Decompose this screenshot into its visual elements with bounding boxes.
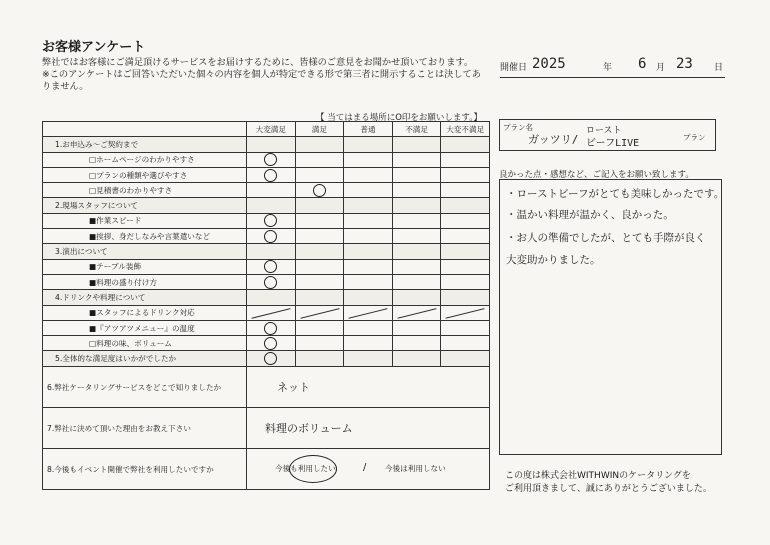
- rating-cell[interactable]: [247, 259, 296, 274]
- header-very-satisfied: 大変満足: [247, 122, 296, 137]
- plan-prefix: ガッツリ/: [528, 133, 579, 146]
- plan-line-1: ロースト: [586, 126, 622, 136]
- row-label: ■料理の盛り付け方: [43, 274, 247, 289]
- rating-cell[interactable]: [295, 290, 344, 305]
- circle-mark-icon: [264, 276, 277, 289]
- rating-cell[interactable]: [247, 305, 296, 320]
- question-row: [43, 167, 490, 182]
- option-will-not-use[interactable]: 今後は利用しない: [385, 464, 446, 473]
- rating-cell[interactable]: [247, 351, 296, 366]
- rating-cell[interactable]: [295, 213, 344, 228]
- rating-cell[interactable]: [441, 167, 490, 182]
- row-label: □ホームページのわかりやすさ: [43, 152, 247, 167]
- rating-cell[interactable]: [295, 183, 344, 198]
- question-row: [43, 259, 490, 274]
- row-label: □料理の味、ボリューム: [43, 336, 247, 351]
- event-date: [500, 56, 725, 78]
- rating-cell[interactable]: [247, 336, 296, 351]
- rating-cell[interactable]: [295, 198, 344, 213]
- rating-cell[interactable]: [247, 274, 296, 289]
- plan-line-2: ビーフLIVE: [586, 138, 640, 149]
- rating-cell[interactable]: [441, 213, 490, 228]
- rating-cell[interactable]: [295, 351, 344, 366]
- row-label: □見積書のわかりやすさ: [43, 183, 247, 198]
- comment-line: ・温かい料理が温かく、良かった。: [506, 209, 674, 221]
- rating-cell[interactable]: [344, 183, 393, 198]
- section-row: [43, 137, 490, 152]
- rating-cell[interactable]: [344, 152, 393, 167]
- rating-cell[interactable]: [295, 137, 344, 152]
- circle-mark-icon: [264, 337, 277, 350]
- rating-cell[interactable]: [392, 152, 441, 167]
- circle-mark-icon: [264, 169, 277, 182]
- section-row: [43, 351, 490, 366]
- question-row: [43, 367, 490, 408]
- rating-cell[interactable]: [344, 167, 393, 182]
- selection-circle: [289, 455, 337, 483]
- rating-cell[interactable]: [295, 259, 344, 274]
- circle-mark-icon: [264, 214, 277, 227]
- questions-table: [42, 366, 490, 490]
- circle-mark-icon: [264, 230, 277, 243]
- question-row: [43, 305, 490, 320]
- header-blank: [43, 122, 247, 137]
- rating-cell[interactable]: [295, 152, 344, 167]
- date-year-unit: 年: [603, 63, 613, 73]
- row-label: ■挨拶、身だしなみや言葉遣いなど: [43, 229, 247, 244]
- section-row: [43, 290, 490, 305]
- date-year: 2025: [532, 56, 566, 72]
- question-answer[interactable]: ネット: [277, 381, 310, 394]
- question-label: 6.弊社ケータリングサービスをどこで知りましたか: [43, 367, 247, 408]
- header-unsatisfied: 不満足: [392, 122, 441, 137]
- date-day-unit: 日: [714, 63, 724, 73]
- rating-cell[interactable]: [344, 320, 393, 335]
- rating-cell[interactable]: [295, 244, 344, 259]
- rating-cell[interactable]: [392, 305, 441, 320]
- circle-mark-icon: [313, 184, 326, 197]
- plan-box: [499, 119, 716, 151]
- rating-cell[interactable]: [441, 152, 490, 167]
- rating-cell[interactable]: [441, 259, 490, 274]
- rating-cell[interactable]: [392, 336, 441, 351]
- rating-cell[interactable]: [441, 244, 490, 259]
- rating-cell[interactable]: [247, 167, 296, 182]
- plan-suffix: プラン: [683, 133, 706, 142]
- rating-cell[interactable]: [441, 274, 490, 289]
- row-label: □プランの種類や選びやすさ: [43, 167, 247, 182]
- slash-mark-icon: [397, 308, 436, 319]
- rating-cell[interactable]: [392, 213, 441, 228]
- option-separator: /: [363, 462, 367, 473]
- comment-line: ・ローストビーフがとても美味しかったです。: [506, 188, 725, 200]
- row-label: ■『アツアツメニュー』の温度: [43, 320, 247, 335]
- option-will-use[interactable]: 今後も利用したい: [275, 464, 336, 473]
- rating-cell[interactable]: [392, 229, 441, 244]
- rating-cell[interactable]: [392, 137, 441, 152]
- rating-cell[interactable]: [247, 244, 296, 259]
- section-row: [43, 244, 490, 259]
- circle-mark-icon: [264, 322, 277, 335]
- rating-cell[interactable]: [344, 244, 393, 259]
- header-very-unsatisfied: 大変不満足: [441, 122, 490, 137]
- rating-cell[interactable]: [247, 320, 296, 335]
- question-row: [43, 183, 490, 198]
- rating-cell[interactable]: [344, 259, 393, 274]
- rating-table: [42, 121, 490, 367]
- rating-cell[interactable]: [392, 167, 441, 182]
- rating-cell[interactable]: [441, 305, 490, 320]
- comment-line: 大変助かりました。: [506, 254, 601, 266]
- rating-cell[interactable]: [344, 305, 393, 320]
- rating-cell[interactable]: [295, 320, 344, 335]
- slash-mark-icon: [251, 308, 290, 319]
- row-label: 3.演出について: [43, 244, 247, 259]
- intro-text: 弊社ではお客様にご満足頂けるサービスをお届けするために、皆様のご意見をお聞かせ頂いております。 ※このアンケートはご回答いただいた個々の内容を個人が特定できる形で第三者に開示することは決してありません。: [42, 57, 481, 92]
- circle-mark-icon: [264, 153, 277, 166]
- rating-cell[interactable]: [441, 290, 490, 305]
- question-row: [43, 320, 490, 335]
- rating-cell[interactable]: [392, 244, 441, 259]
- rating-cell[interactable]: [392, 320, 441, 335]
- date-day: 23: [676, 56, 693, 72]
- rating-cell[interactable]: [247, 152, 296, 167]
- survey-title: お客様アンケート: [42, 40, 146, 55]
- rating-cell[interactable]: [441, 229, 490, 244]
- rating-cell[interactable]: [344, 290, 393, 305]
- rating-cell[interactable]: [441, 320, 490, 335]
- slash-mark-icon: [300, 308, 339, 319]
- instruction: 【 当てはまる場所にO印をお願いします。】: [316, 113, 482, 123]
- rating-cell[interactable]: [441, 351, 490, 366]
- rating-cell[interactable]: [295, 229, 344, 244]
- circle-mark-icon: [264, 352, 277, 365]
- section-row: [43, 198, 490, 213]
- rating-cell[interactable]: [247, 183, 296, 198]
- row-label: ■テーブル装飾: [43, 259, 247, 274]
- comments-box[interactable]: [499, 179, 725, 455]
- circle-mark-icon: [264, 260, 277, 273]
- comments-title: 良かった点・感想など、ご記入をお願い致します。: [499, 170, 694, 180]
- row-label: 4.ドリンクや料理について: [43, 290, 247, 305]
- rating-cell[interactable]: [295, 305, 344, 320]
- question-row: [43, 274, 490, 289]
- rating-cell[interactable]: [392, 290, 441, 305]
- thanks-message: この度は株式会社WITHWINのケータリングを ご利用頂きまして、誠にありがとうございました。: [505, 471, 712, 494]
- rating-cell[interactable]: [392, 183, 441, 198]
- rating-cell[interactable]: [392, 351, 441, 366]
- row-label: ■スタッフによるドリンク対応: [43, 305, 247, 320]
- rating-cell[interactable]: [441, 336, 490, 351]
- rating-cell[interactable]: [392, 274, 441, 289]
- rating-cell[interactable]: [441, 198, 490, 213]
- row-label: ■作業スピード: [43, 213, 247, 228]
- question-row: [43, 229, 490, 244]
- row-label: 1.お申込み～ご契約まで: [43, 137, 247, 152]
- question-row: [43, 213, 490, 228]
- rating-cell[interactable]: [247, 290, 296, 305]
- question-row: [43, 336, 490, 351]
- rating-cell[interactable]: [295, 274, 344, 289]
- date-month-unit: 月: [656, 63, 666, 73]
- comment-line: ・お人の準備でしたが、とても手際が良く: [506, 232, 706, 244]
- rating-header-row: [43, 122, 490, 137]
- rating-cell[interactable]: [344, 229, 393, 244]
- question-answer[interactable]: 料理のボリューム: [265, 422, 353, 435]
- slash-mark-icon: [349, 308, 388, 319]
- rating-cell[interactable]: [247, 137, 296, 152]
- rating-cell[interactable]: [344, 137, 393, 152]
- plan-label: プラン名: [503, 123, 533, 132]
- question-label: 7.弊社に決めて頂いた理由をお教え下さい: [43, 408, 247, 449]
- rating-cell[interactable]: [247, 229, 296, 244]
- rating-cell[interactable]: [344, 198, 393, 213]
- question-row: [43, 449, 490, 490]
- header-neutral: 普通: [344, 122, 393, 137]
- row-label: 2.現場スタッフについて: [43, 198, 247, 213]
- rating-cell[interactable]: [247, 213, 296, 228]
- rating-cell[interactable]: [344, 351, 393, 366]
- question-row: [43, 408, 490, 449]
- rating-cell[interactable]: [344, 274, 393, 289]
- rating-cell[interactable]: [344, 336, 393, 351]
- slash-mark-icon: [446, 308, 485, 319]
- rating-cell[interactable]: [441, 137, 490, 152]
- rating-cell[interactable]: [295, 167, 344, 182]
- rating-cell[interactable]: [392, 259, 441, 274]
- date-month: 6: [638, 56, 647, 72]
- rating-cell[interactable]: [344, 213, 393, 228]
- rating-cell[interactable]: [392, 198, 441, 213]
- date-label: 開催日: [500, 63, 528, 73]
- question-row: [43, 152, 490, 167]
- rating-cell[interactable]: [295, 336, 344, 351]
- rating-cell[interactable]: [441, 183, 490, 198]
- header-satisfied: 満足: [295, 122, 344, 137]
- rating-cell[interactable]: [247, 198, 296, 213]
- question-label: 8.今後もイベント開催で弊社を利用したいですか: [43, 449, 247, 490]
- date-underline: [500, 77, 725, 78]
- row-label: 5.全体的な満足度はいかがでしたか: [43, 351, 247, 366]
